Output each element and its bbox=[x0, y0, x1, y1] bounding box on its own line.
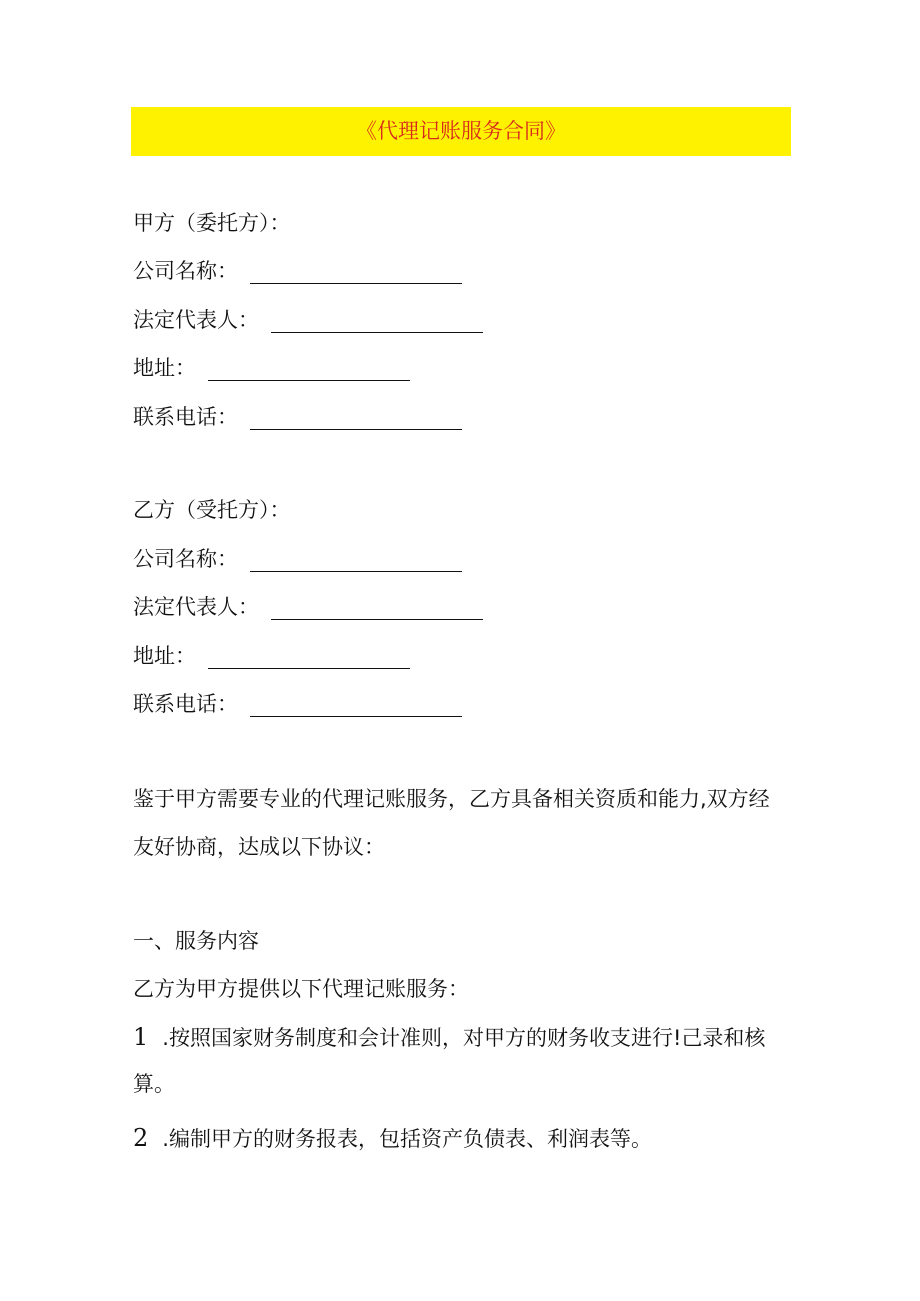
party-a-rep-row bbox=[133, 305, 483, 335]
party-a-phone-field[interactable] bbox=[250, 407, 462, 430]
party-b-phone-field[interactable] bbox=[250, 694, 462, 717]
party-a-address-field[interactable] bbox=[208, 358, 410, 381]
section-1-intro: 乙方为甲方提供以下代理记账服务： bbox=[133, 977, 469, 1001]
item-1-text: .按照国家财务制度和会计准则，对甲方的财务收支进行!己录和核 bbox=[162, 1026, 766, 1050]
party-b-company-row bbox=[133, 544, 462, 574]
party-a-company-field[interactable] bbox=[250, 261, 462, 284]
party-a-company-label: 公司名称： bbox=[133, 259, 238, 283]
section-1-heading: 一、服务内容 bbox=[133, 929, 259, 953]
party-b-company-label: 公司名称： bbox=[133, 547, 238, 571]
party-b-company-field[interactable] bbox=[250, 549, 462, 572]
item-2-number: 2 bbox=[133, 1124, 149, 1152]
party-a-phone-label: 联系电话： bbox=[133, 405, 238, 429]
party-b-rep-label: 法定代表人： bbox=[133, 595, 259, 619]
item-1-number: 1 bbox=[133, 1023, 149, 1051]
section-1-item-2 bbox=[133, 1122, 793, 1155]
party-a-rep-field[interactable] bbox=[271, 310, 483, 333]
party-a-heading-text: 甲方（委托方）： bbox=[133, 211, 291, 235]
party-b-rep-row bbox=[133, 592, 483, 622]
preamble-line-1: 鉴于甲方需要专业的代理记账服务，乙方具备相关资质和能力,双方经 bbox=[133, 787, 770, 811]
section-1-item-1 bbox=[133, 1021, 793, 1054]
item-2-text: .编制甲方的财务报表，包括资产负债表、利润表等。 bbox=[162, 1127, 652, 1151]
party-b-heading-text: 乙方（受托方）： bbox=[133, 498, 291, 522]
section-1-item-1-cont: 算。 bbox=[133, 1072, 175, 1096]
party-a-address-row bbox=[133, 353, 410, 383]
party-b-phone-row bbox=[133, 689, 462, 719]
contract-title: 《代理记账服务合同》 bbox=[131, 107, 791, 156]
party-a-company-row bbox=[133, 256, 462, 286]
party-b-address-field[interactable] bbox=[208, 646, 410, 669]
party-a-rep-label: 法定代表人： bbox=[133, 308, 259, 332]
party-b-address-row bbox=[133, 641, 410, 671]
party-a-phone-row bbox=[133, 402, 462, 432]
party-b-phone-label: 联系电话： bbox=[133, 692, 238, 716]
party-b-rep-field[interactable] bbox=[271, 597, 483, 620]
preamble-line-2: 友好协商，达成以下协议： bbox=[133, 835, 385, 859]
party-b-address-label: 地址： bbox=[133, 644, 196, 668]
party-b-heading bbox=[133, 495, 291, 525]
party-a-heading bbox=[133, 208, 291, 238]
party-a-address-label: 地址： bbox=[133, 356, 196, 380]
